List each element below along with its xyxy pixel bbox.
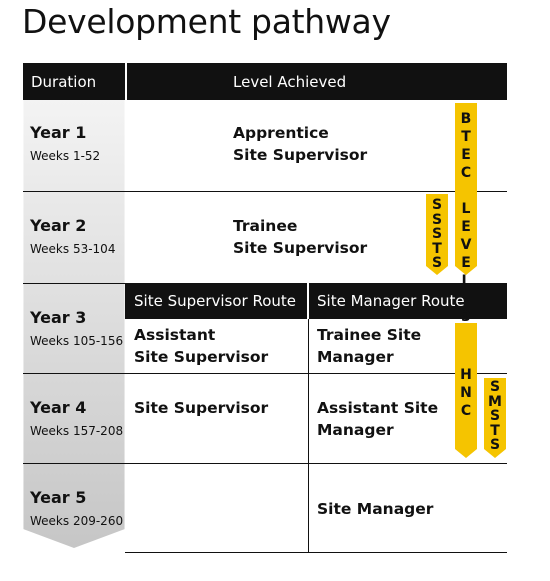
site-manager-route-label: Site Manager Route — [317, 292, 465, 310]
year-label: Year 1 — [30, 123, 87, 142]
year-label: Year 2 — [30, 216, 87, 235]
level-header-label: Level Achieved — [233, 72, 347, 91]
level-year-1: Apprentice Site Supervisor — [233, 124, 368, 164]
weeks-label: Weeks 105-156 — [30, 334, 124, 348]
hnc-badge-label: H N C — [460, 367, 472, 419]
year-label: Year 4 — [30, 398, 87, 417]
sssts-badge-label: S S S T S — [431, 197, 443, 271]
level-year-4-manager: Assistant Site Manager — [317, 399, 439, 439]
weeks-label: Weeks 157-208 — [30, 424, 124, 438]
weeks-label: Weeks 209-260 — [30, 514, 124, 528]
level-year-3-supervisor: Assistant Site Supervisor — [134, 326, 269, 366]
year-label: Year 5 — [30, 488, 87, 507]
duration-header-label: Duration — [31, 72, 97, 91]
smsts-badge-label: S M S T S — [488, 379, 502, 453]
weeks-label: Weeks 1-52 — [30, 149, 101, 163]
site-supervisor-route-label: Site Supervisor Route — [134, 292, 297, 310]
year-label: Year 3 — [30, 308, 87, 327]
page-title: Development pathway — [22, 2, 391, 41]
level-year-3-manager: Trainee Site Manager — [317, 326, 422, 366]
btec-badge-label: B T E C L E V E L 3 — [460, 111, 472, 325]
level-year-2: Trainee Site Supervisor — [233, 217, 368, 257]
weeks-label: Weeks 53-104 — [30, 242, 116, 256]
level-year-4-supervisor: Site Supervisor — [134, 399, 269, 417]
level-year-5-manager: Site Manager — [317, 500, 434, 518]
